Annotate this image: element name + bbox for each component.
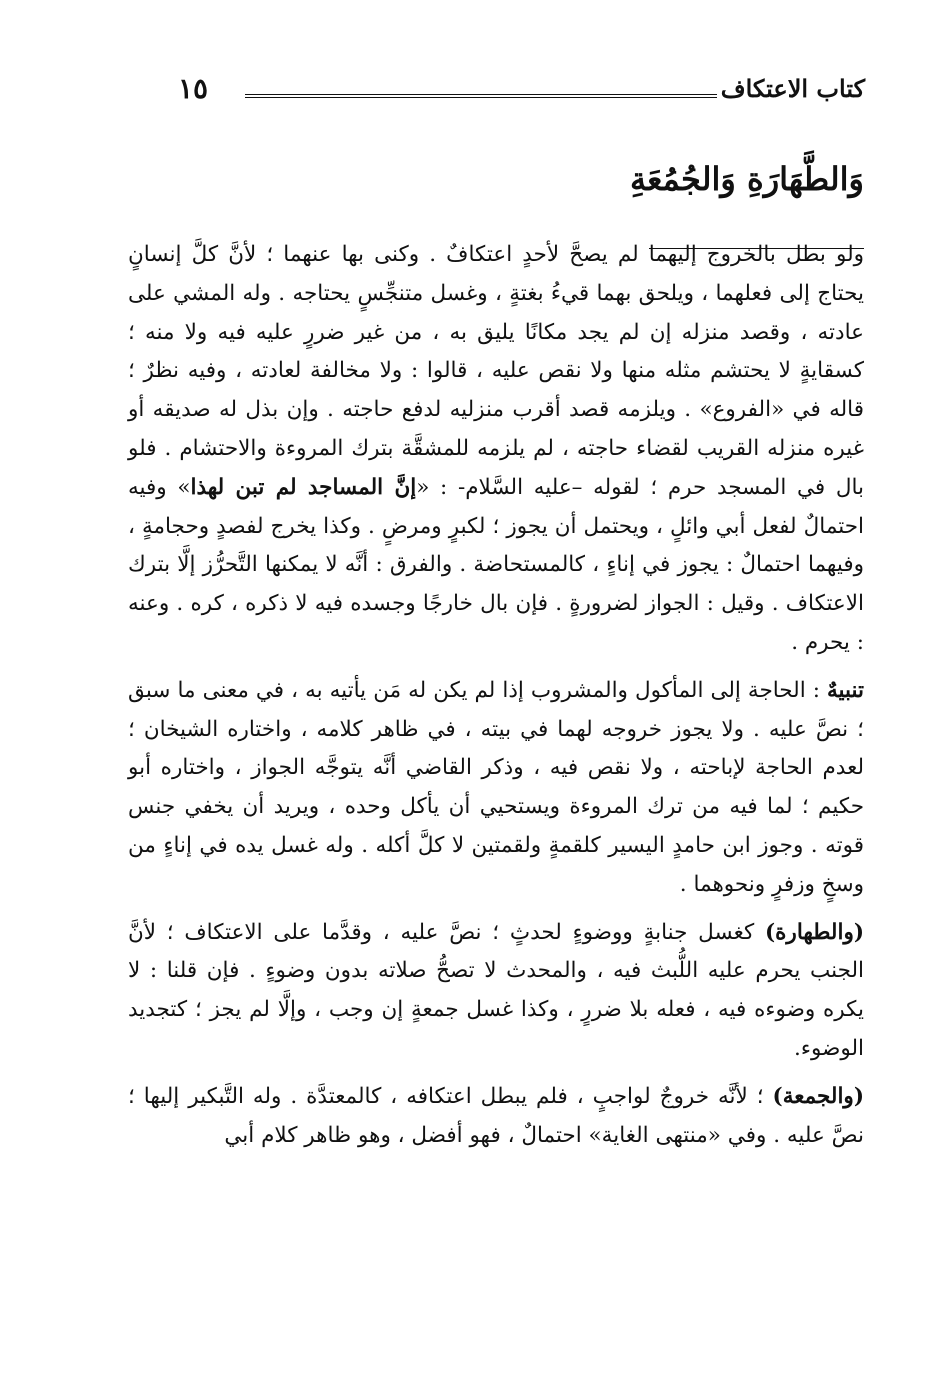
- body-text: [128, 236, 864, 1164]
- paragraph-lead: (والطهارة): [765, 919, 864, 945]
- running-header: [130, 66, 865, 116]
- paragraph-4: [128, 1078, 864, 1156]
- header-rule: [245, 94, 717, 98]
- paragraph-text: » وفيه احتمالٌ لفعل أبي وائلٍ ، ويحتمل أن يجوز ؛ لكبرٍ ومرضٍ . وكذا يخرج لفصدٍ وحجامةٍ ، وفيهما احتمالٌ : يجوز في إناءٍ ، كالمستحاضة . والفرق : أنَّه لا يمكنها التَّحرُّز إلَّا بترك الاعتكاف . وقيل : الجواز لضرورةٍ . فإن بال خارجًا وجسده فيه لا ذكره ، كره . وعنه : يحرم .: [128, 474, 864, 655]
- paragraph-text: ولو بطل بالخروج إليهما لم يصحَّ لأحدٍ اعتكافٌ . وكنى بها عنهما ؛ لأنَّ كلَّ إنسانٍ يحتاج إلى فعلهما ، ويلحق بهما قيءُ بغتةٍ ، وغسل متنجِّسٍ يحتاجه . وله المشي على عادته ، وقصد منزله إن لم يجد مكانًا يليق به ، من غير ضررٍ عليه فيه ولا منه ؛ كسقايةٍ لا يحتشم مثله منها ولا نقص عليه ، قالوا : ولا مخالفة لعادته ، وفيه نظرٌ ؛ قاله في «الفروع» . ويلزمه قصد أقرب منزليه لدفع حاجته . وإن بذل له صديقه أو غيره منزله القريب لقضاء حاجته ، لم يلزمه للمشقَّة بترك المروءة والاحتشام . فلو بال في المسجد حرم ؛ لقوله –عليه السَّلام- : «: [128, 242, 864, 500]
- paragraph-text: ؛ لأنَّه خروجٌ لواجبٍ ، فلم يبطل اعتكافه ، كالمعتدَّة . وله التَّبكير إليها ؛ نصَّ عليه . وفي «منتهى الغاية» احتمالٌ ، فهو أفضل ، وهو ظاهر كلام أبي: [128, 1083, 864, 1148]
- paragraph-2: [128, 672, 864, 905]
- page-number: ١٥: [178, 72, 209, 105]
- paragraph-lead: (والجمعة): [772, 1083, 864, 1109]
- hadith-quote: إنَّ المساجد لم تبن لهذا: [190, 474, 417, 500]
- paragraph-text: : الحاجة إلى المأكول والمشروب إذا لم يكن له مَن يأتيه به ، في معنى ما سبق ؛ نصَّ عليه . ولا يجوز خروجه لهما في بيته ، في ظاهر كلامه ، واختاره الشيخان ؛ لعدم الحاجة لإباحته ، ولا نقص فيه ، وذكر القاضي أنَّه يتوجَّه الجواز ، واختاره أبو حكيم ؛ لما فيه من ترك المروءة ويستحيي أن يأكل وحده ، ويريد أن يخفي جنس قوته . وجوز ابن حامدٍ اليسير كلقمةٍ ولقمتين لا كلَّ أكله . وله غسل يده في إناءٍ من وسخٍ وزفرٍ ونحوهما .: [128, 677, 864, 897]
- paragraph-3: [128, 914, 864, 1069]
- section-heading: وَالطَّهَارَةِ وَالجُمُعَةِ: [629, 160, 864, 198]
- book-title: كتاب الاعتكاف: [720, 74, 865, 103]
- paragraph-1: [128, 236, 864, 663]
- paragraph-lead: تنبيهٌ: [827, 677, 864, 703]
- paragraph-text: كغسل جنابةٍ ووضوءٍ لحدثٍ ؛ نصَّ عليه ، وقدَّما على الاعتكاف ؛ لأنَّ الجنب يحرم عليه اللُّبث فيه ، والمحدث لا تصحُّ صلاته بدون وضوءٍ . فإن قلنا : لا يكره وضوءه فيه ، فعله بلا ضررٍ ، وكذا غسل جمعةٍ إن وجب ، وإلَّا لم يجز ؛ كتجديد الوضوء.: [128, 919, 864, 1061]
